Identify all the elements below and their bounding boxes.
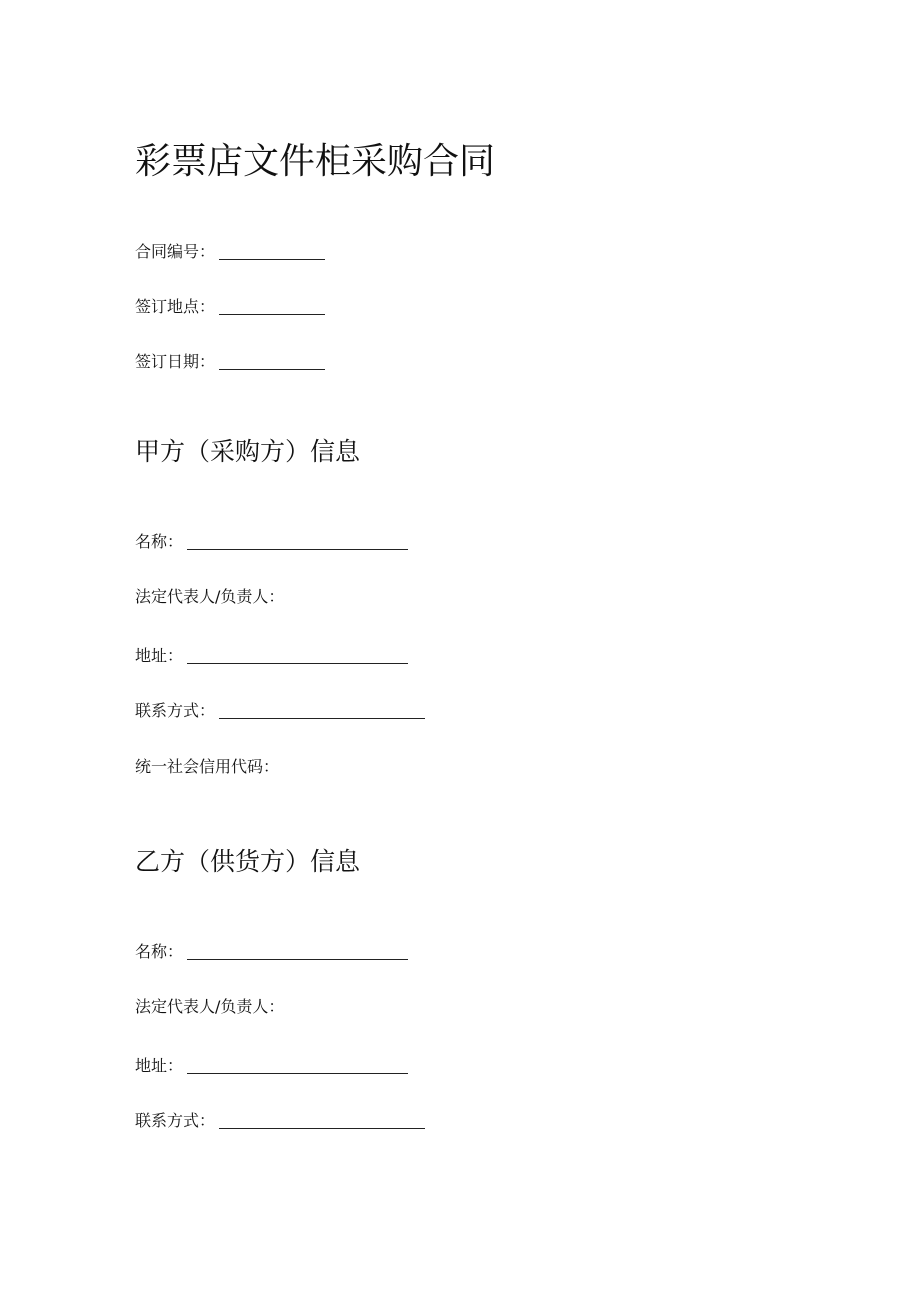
contract-number-label: 合同编号： xyxy=(135,242,216,261)
party-a-address-label: 地址： xyxy=(135,646,184,665)
party-b-representative-label: 法定代表人/负责人： xyxy=(135,997,285,1016)
party-a-credit-code-label: 统一社会信用代码： xyxy=(135,757,280,776)
party-a-address-blank[interactable] xyxy=(187,649,408,664)
party-b-address-field xyxy=(135,1053,408,1077)
party-b-contact-field xyxy=(135,1108,425,1132)
party-a-address-field xyxy=(135,643,408,667)
party-a-contact-label: 联系方式： xyxy=(135,701,216,720)
party-a-heading: 甲方（采购方）信息 xyxy=(135,437,361,466)
party-a-name-field xyxy=(135,529,408,553)
party-b-contact-label: 联系方式： xyxy=(135,1111,216,1130)
party-b-heading: 乙方（供货方）信息 xyxy=(135,847,361,876)
party-a-credit-code-field xyxy=(135,754,279,778)
signing-date-field xyxy=(135,349,325,373)
party-b-name-label: 名称： xyxy=(135,942,184,961)
contract-number-field xyxy=(135,239,325,263)
party-b-name-field xyxy=(135,939,408,963)
party-b-representative-field xyxy=(135,994,284,1018)
party-a-name-blank[interactable] xyxy=(187,535,408,550)
signing-place-label: 签订地点： xyxy=(135,297,216,316)
party-b-contact-blank[interactable] xyxy=(219,1114,425,1129)
party-b-name-blank[interactable] xyxy=(187,945,408,960)
signing-place-field xyxy=(135,294,325,318)
party-a-representative-field xyxy=(135,584,284,608)
document-title: 彩票店文件柜采购合同 xyxy=(135,141,496,182)
party-b-address-label: 地址： xyxy=(135,1056,184,1075)
party-a-representative-label: 法定代表人/负责人： xyxy=(135,587,285,606)
party-b-address-blank[interactable] xyxy=(187,1059,408,1074)
party-a-contact-field xyxy=(135,698,425,722)
signing-place-blank[interactable] xyxy=(219,300,325,315)
signing-date-blank[interactable] xyxy=(219,355,325,370)
contract-number-blank[interactable] xyxy=(219,245,325,260)
signing-date-label: 签订日期： xyxy=(135,352,216,371)
party-a-contact-blank[interactable] xyxy=(219,704,425,719)
party-a-name-label: 名称： xyxy=(135,532,184,551)
